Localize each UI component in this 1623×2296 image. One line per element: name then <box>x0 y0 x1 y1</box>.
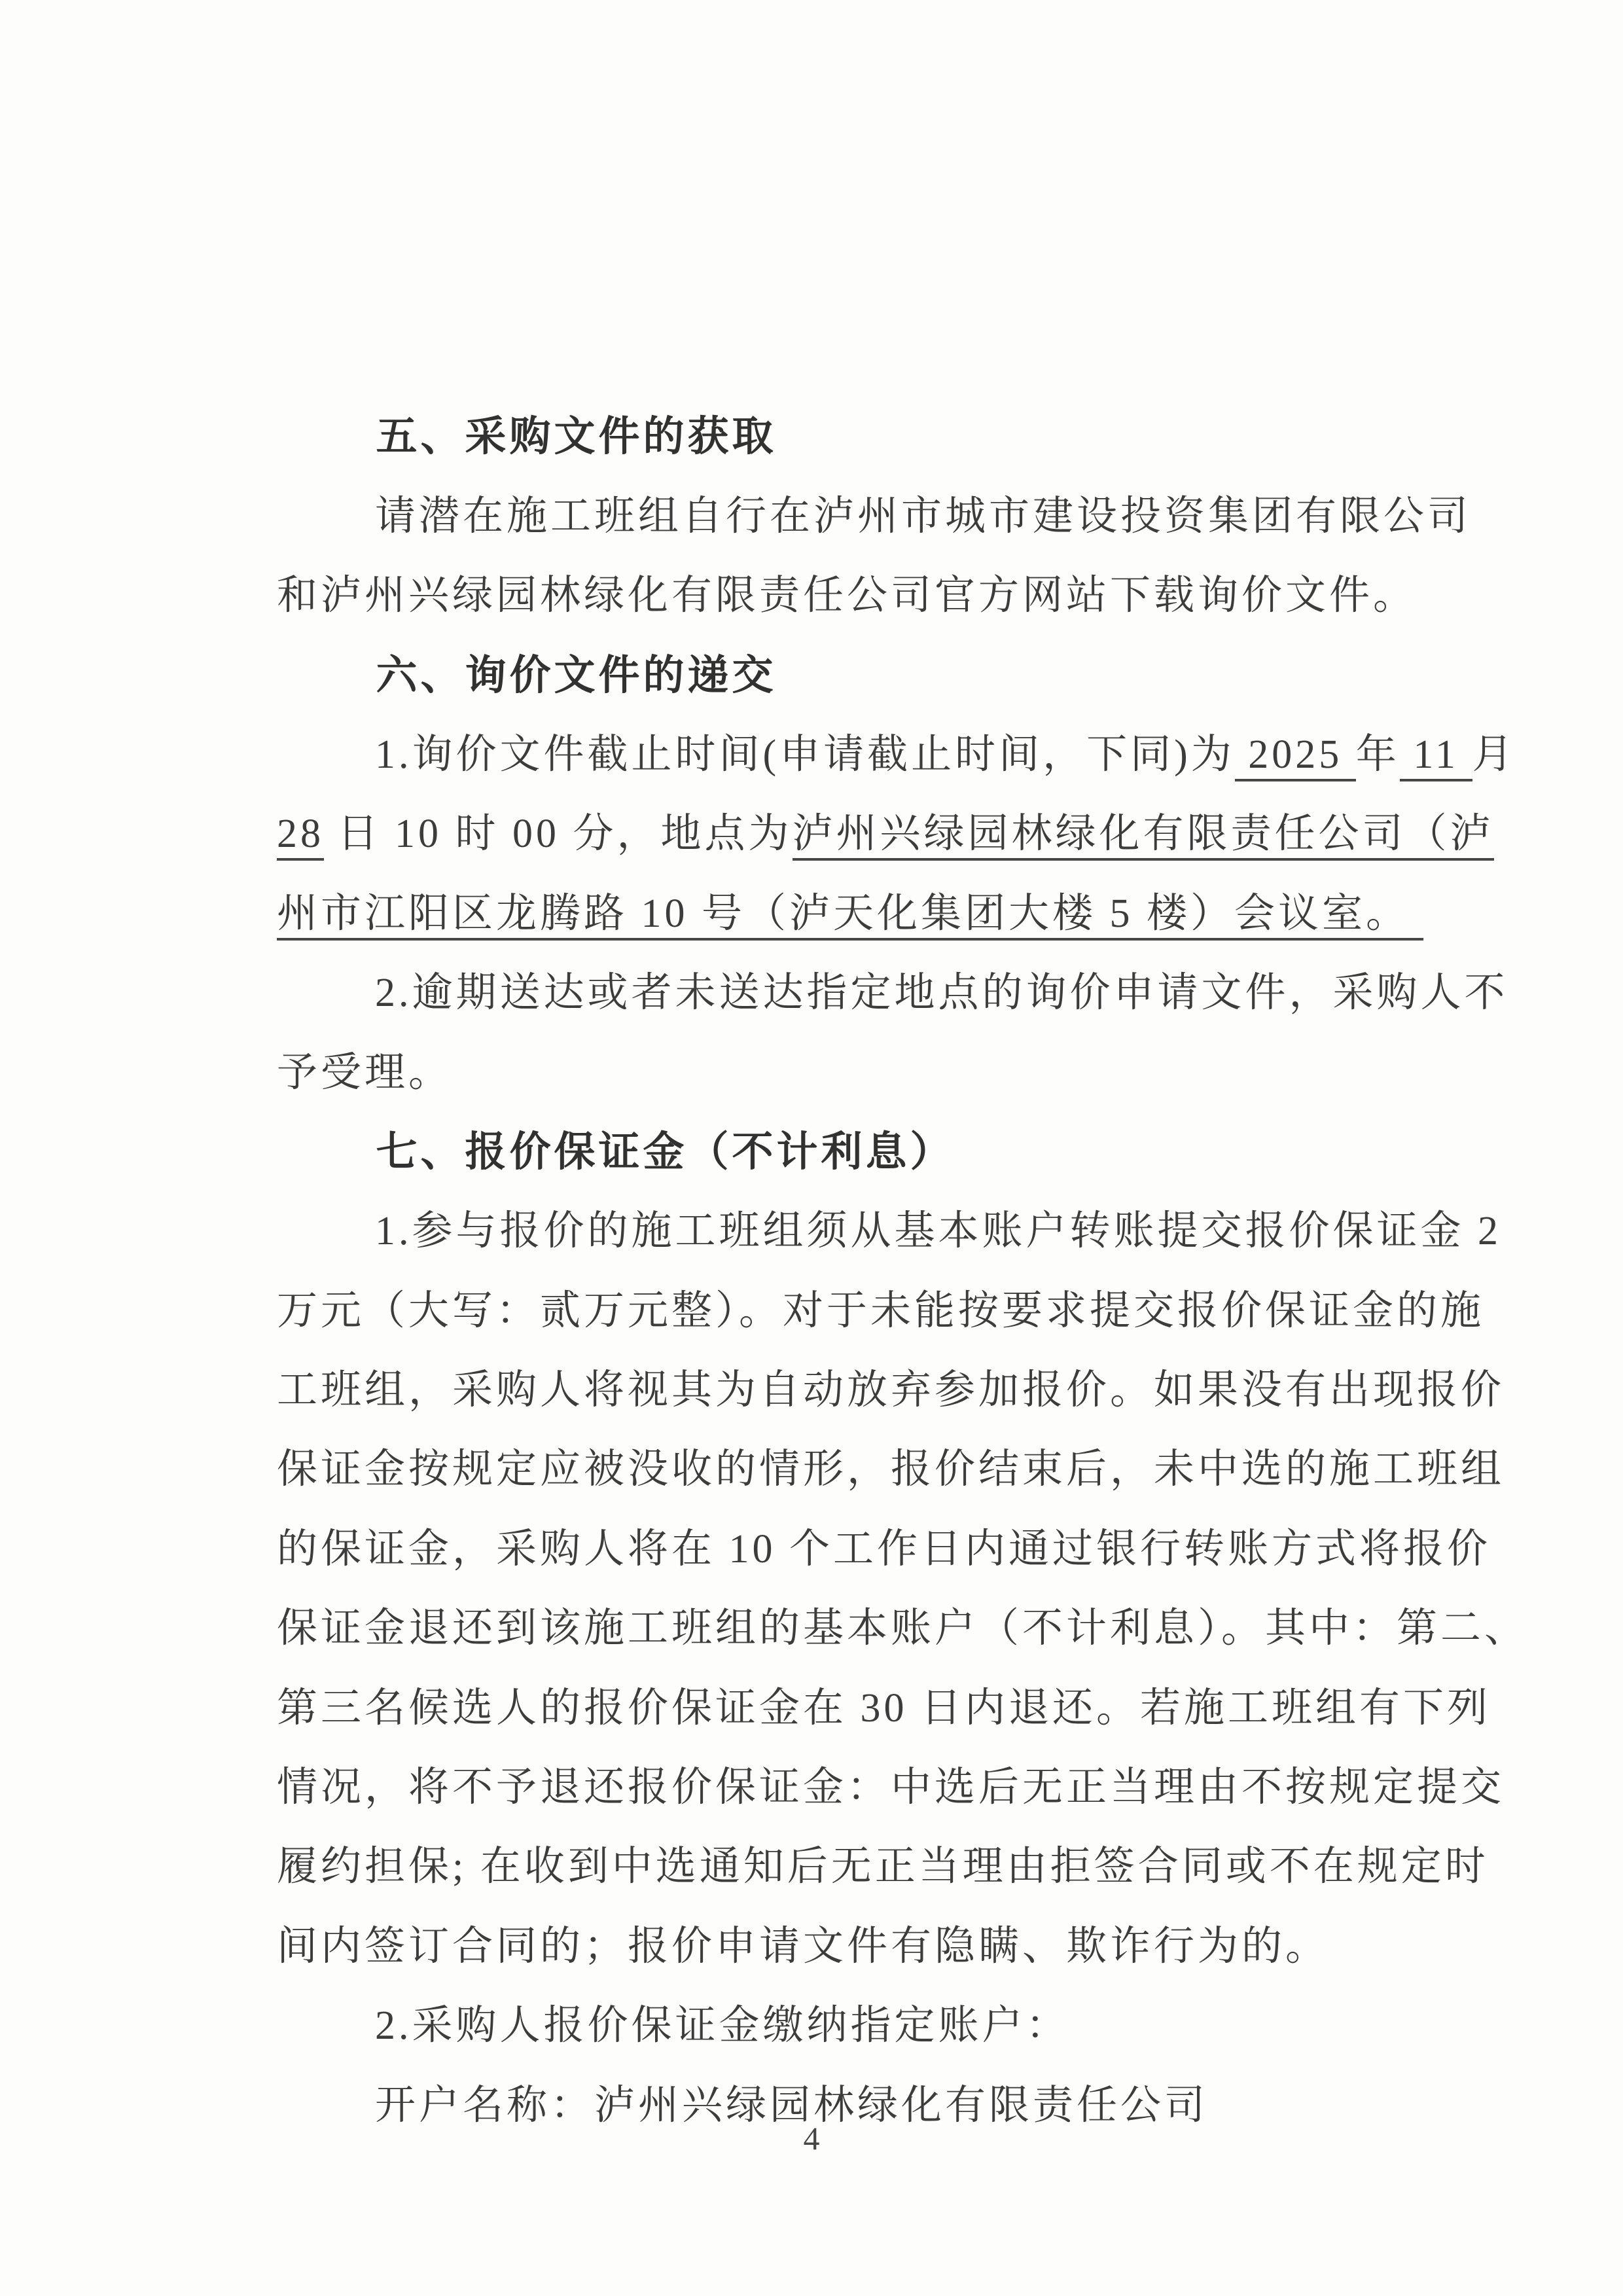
text-run: 2.逾期送达或者未送达指定地点的询价申请文件，采购人不 <box>375 971 1508 1016</box>
text-run: 间内签订合同的；报价申请文件有隐瞒、欺诈行为的。 <box>277 1924 1330 1969</box>
text-run: 保证金按规定应被没收的情形，报价结束后，未中选的施工班组 <box>277 1447 1505 1492</box>
text-run: 保证金退还到该施工班组的基本账户（不计利息）。其中：第二、 <box>277 1606 1529 1651</box>
text-run: 年 <box>1355 732 1400 777</box>
text-run: 和泸州兴绿园林绿化有限责任公司官方网站下载询价文件。 <box>277 573 1418 619</box>
text-run: 万元（大写：贰万元整）。对于未能按要求提交报价保证金的施 <box>277 1288 1485 1333</box>
underlined-day: 28 <box>277 812 324 861</box>
document-body <box>196 318 1529 2128</box>
text-run: 予受理。 <box>277 1050 453 1095</box>
text-run: 2.采购人报价保证金缴纳指定账户： <box>375 2003 1070 2049</box>
text-run: 日 10 时 00 分，地点为 <box>324 812 793 857</box>
text-run: 开户名称：泸州兴绿园林绿化有限责任公司 <box>375 2083 1209 2128</box>
heading-text: 七、报价保证金（不计利息） <box>376 1128 955 1175</box>
underlined-location: 泸州兴绿园林绿化有限责任公司（泸 <box>793 812 1494 861</box>
section-heading-5 <box>196 318 1427 460</box>
text-run: 的保证金，采购人将在 10 个工作日内通过银行转账方式将报价 <box>277 1526 1491 1571</box>
text-run: 1.询价文件截止时间(申请截止时间，下同)为 <box>375 732 1235 777</box>
text-run: 第三名候选人的报价保证金在 30 日内退还。若施工班组有下列 <box>277 1685 1491 1731</box>
heading-text: 六、询价文件的递交 <box>376 652 777 698</box>
text-run: 月 <box>1472 732 1516 777</box>
text-run: 请潜在施工班组自行在泸州市城市建设投资集团有限公司 <box>375 493 1472 539</box>
underlined-year: 2025 <box>1235 732 1356 781</box>
text-run: 履约担保; 在收到中选通知后无正当理由拒签合同或不在规定时 <box>277 1844 1489 1890</box>
text-run: 1.参与报价的施工班组须从基本账户转账提交报价保证金 2 <box>375 1209 1502 1254</box>
underlined-location-2: 州市江阳区龙腾路 10 号（泸天化集团大楼 5 楼）会议室。 <box>277 891 1423 941</box>
page-number: 4 <box>803 2120 820 2157</box>
heading-text: 五、采购文件的获取 <box>376 414 777 460</box>
text-run: 情况，将不予退还报价保证金：中选后无正当理由不按规定提交 <box>277 1765 1505 1810</box>
underlined-month: 11 <box>1400 732 1472 781</box>
text-run: 工班组，采购人将视其为自动放弃参加报价。如果没有出现报价 <box>277 1368 1505 1413</box>
